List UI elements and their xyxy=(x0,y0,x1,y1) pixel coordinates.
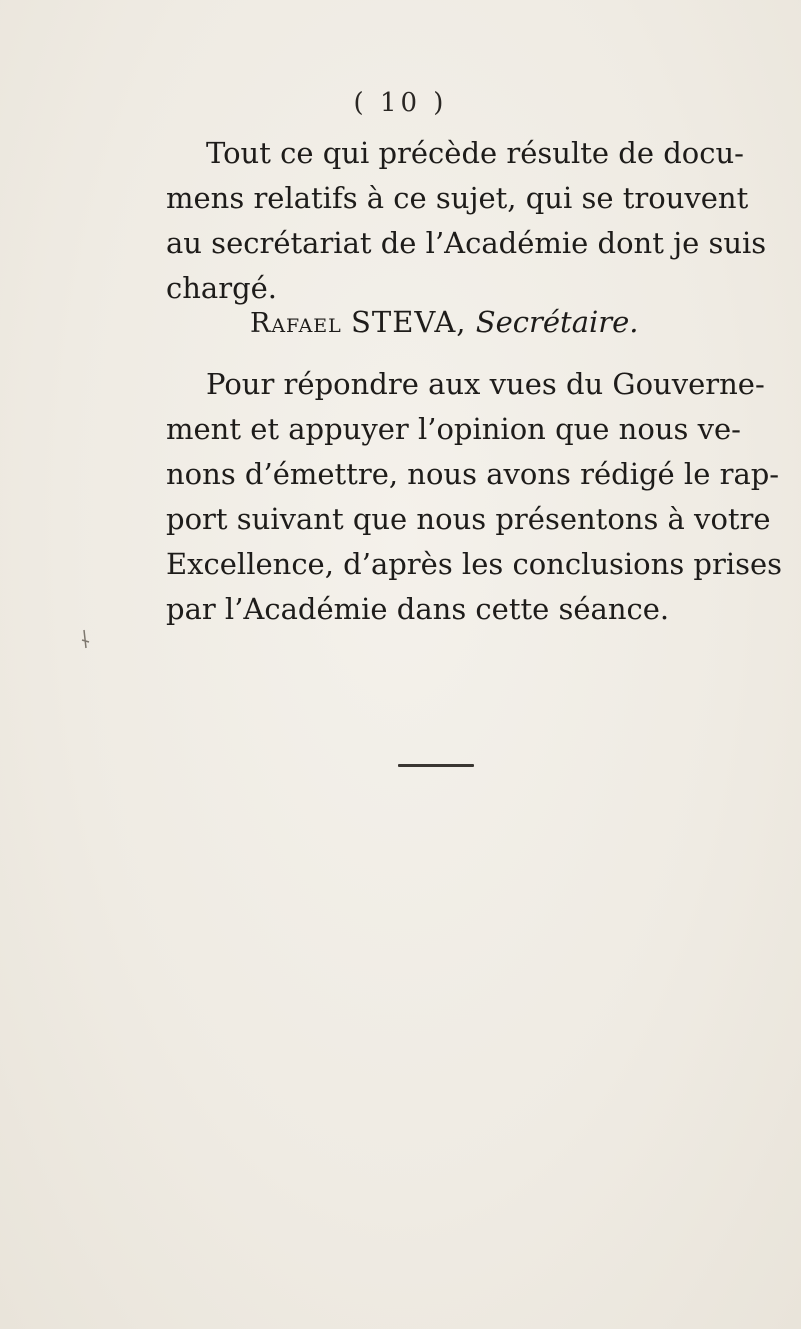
paragraph-1-line: chargé. xyxy=(166,271,278,305)
signature xyxy=(250,300,720,346)
paragraph-2-line: par l’Académie dans cette séance. xyxy=(166,592,670,626)
paragraph-1-line: mens relatifs à ce sujet, qui se trouvent xyxy=(166,181,749,215)
paragraph-2 xyxy=(166,362,783,632)
page-number: ( 10 ) xyxy=(353,88,448,118)
paragraph-2-line: Excellence, d’après les conclusions prises xyxy=(166,547,783,581)
signature-name: Rafael xyxy=(250,308,342,339)
signature-surname: STEVA, xyxy=(351,305,467,339)
signature-title: Secrétaire. xyxy=(475,305,639,339)
paragraph-1-line: au secrétariat de l’Académie dont je suis xyxy=(166,226,767,260)
paragraph-2-line: ment et appuyer l’opinion que nous ve- xyxy=(166,412,741,446)
paragraph-2-line: port suivant que nous présentons à votre xyxy=(166,502,771,536)
paragraph-2-line: nons d’émettre, nous avons rédigé le rap- xyxy=(166,457,780,491)
paragraph-2-line: Pour répondre aux vues du Gouverne- xyxy=(206,367,765,401)
paragraph-1 xyxy=(166,131,767,311)
paragraph-1-line: Tout ce qui précède résulte de docu- xyxy=(206,136,744,170)
section-divider-rule xyxy=(398,764,474,767)
paper-speck-mark xyxy=(80,628,94,652)
